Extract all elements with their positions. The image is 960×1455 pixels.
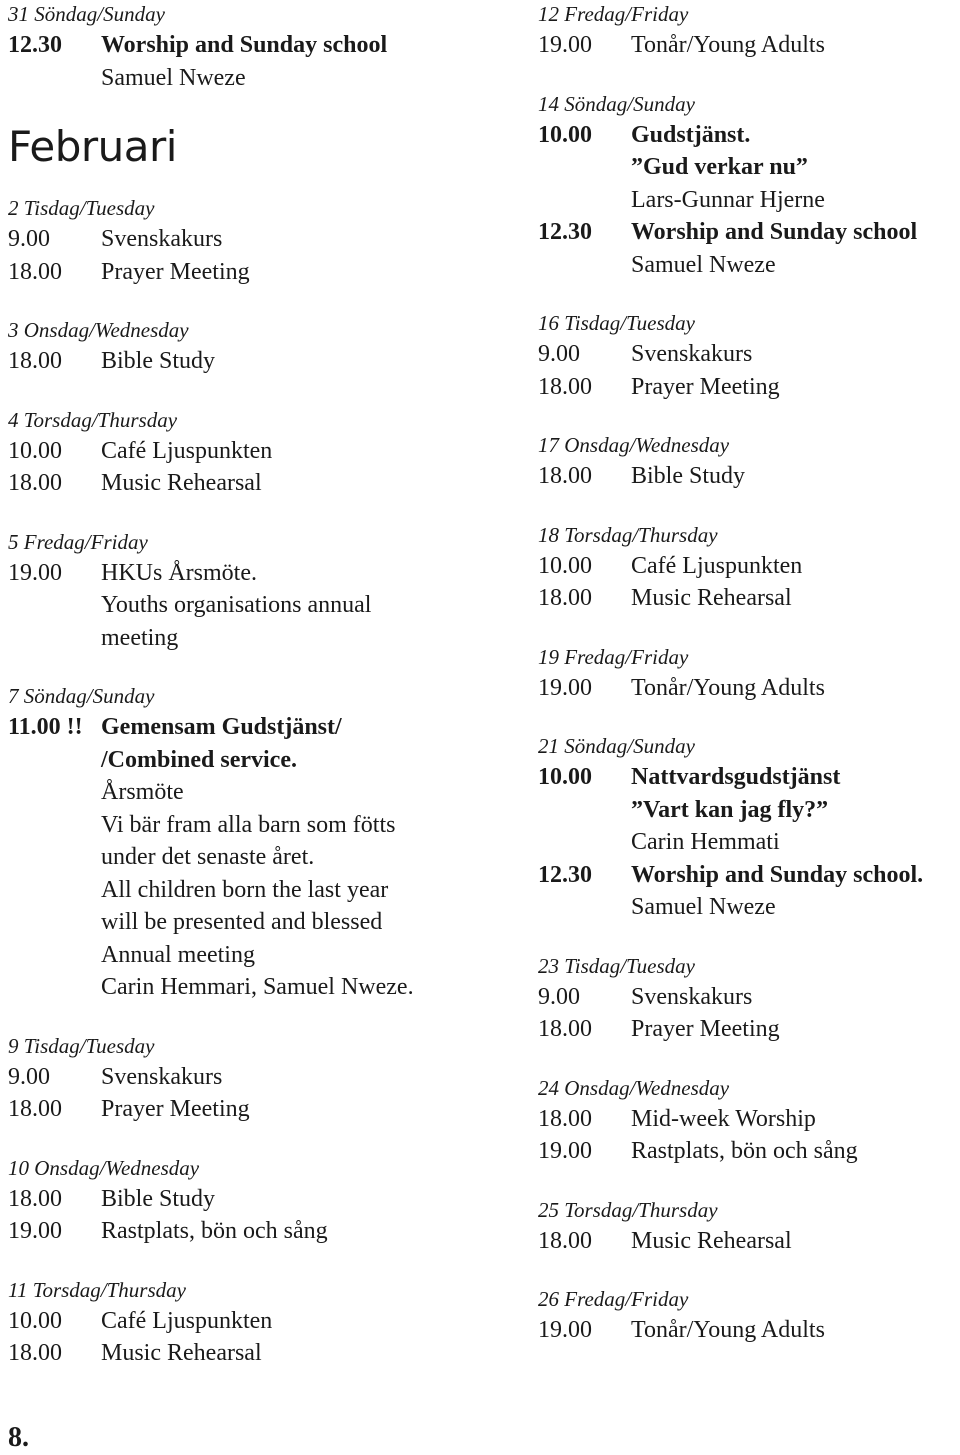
event-description [631,859,960,924]
event-line: Prayer Meeting [101,258,250,285]
event-description [631,672,960,705]
day-block [8,316,520,378]
event-line: Worship and Sunday school [101,32,388,58]
event-note-line: All children born the last year [101,876,389,903]
event-line: Tonår/Young Adults [631,674,825,701]
event-row [538,371,960,404]
event-row [538,1103,960,1136]
event-row [8,435,520,468]
event-description [101,1215,520,1248]
event-line: Prayer Meeting [631,1016,780,1042]
event-time: 19.00 [8,1218,62,1244]
day-block [538,309,960,403]
event-line: Mid-week Worship [631,1105,816,1132]
day-block [8,528,520,655]
event-time: 9.00 [538,983,580,1010]
event-description [101,711,520,1004]
day-label: 10 Onsdag/Wednesday [8,1155,200,1180]
event-line: Café Ljuspunkten [101,1307,273,1334]
event-line: Music Rehearsal [101,470,262,496]
day-label: 9 Tisdag/Tuesday [8,1033,155,1058]
event-time: 18.00 [538,1105,592,1132]
day-label: 3 Onsdag/Wednesday [8,318,189,342]
event-description [631,119,960,217]
event-time: 18.00 [538,1016,592,1042]
event-description [631,1225,960,1258]
event-note-line: will be presented and blessed [101,909,383,935]
event-time: 19.00 [538,32,592,58]
event-row [538,582,960,615]
day-block [8,682,520,1004]
month-title: Februari [8,122,177,171]
event-line: Bible Study [101,348,216,374]
event-line: Music Rehearsal [631,585,792,611]
event-description [101,435,520,468]
day-label: 5 Fredag/Friday [8,529,148,554]
event-description [631,29,960,62]
event-line: ”Vart kan jag fly?” [631,796,829,823]
event-time: 19.00 [8,559,62,586]
event-row [538,1135,960,1168]
event-line: Tonår/Young Adults [631,1317,825,1343]
day-label: 16 Tisdag/Tuesday [538,311,695,335]
event-note-line: Samuel Nweze [101,64,246,91]
event-time: 12.30 [538,219,592,245]
day-label: 18 Torsdag/Thursday [538,522,718,547]
event-time: 18.00 [8,1096,62,1122]
event-line: Café Ljuspunkten [101,437,273,464]
event-time: 18.00 [538,585,592,611]
day-label: 7 Söndag/Sunday [8,684,155,708]
event-row [8,223,520,256]
event-time: 18.00 [8,1185,62,1212]
event-time: 10.00 [538,764,592,790]
event-line: Youths organisations annual [101,592,372,618]
event-row [538,1013,960,1046]
event-row [538,859,960,924]
event-time: 19.00 [538,1138,592,1164]
day-label: 12 Fredag/Friday [538,2,689,26]
day-label: 4 Torsdag/Thursday [8,407,178,432]
event-time: 9.00 [538,341,580,367]
event-time: 18.00 [8,1340,62,1366]
event-description [101,1305,520,1338]
event-line: Rastplats, bön och sång [101,1218,328,1244]
event-time: 18.00 [538,1227,592,1254]
event-row [8,1061,520,1094]
event-line: meeting [101,624,179,651]
event-row [8,256,520,289]
event-time: 9.00 [8,226,50,252]
event-description [631,1135,960,1168]
event-line: ”Gud verkar nu” [631,154,808,180]
event-line: Tonår/Young Adults [631,32,825,58]
event-row [538,981,960,1014]
day-label: 26 Fredag/Friday [538,1287,689,1311]
event-time: 18.00 [8,258,62,285]
event-time: 9.00 [8,1063,50,1090]
day-label: 21 Söndag/Sunday [538,734,695,758]
event-note-line: Vi bär fram alla barn som fötts [101,811,396,838]
event-line: Nattvardsgudstjänst [631,764,841,790]
day-block [538,521,960,615]
event-line: Rastplats, bön och sång [631,1138,858,1164]
event-row [538,460,960,493]
left-column [8,0,520,1398]
event-line: /Combined service. [101,746,297,773]
right-column [538,0,960,1375]
event-description [631,338,960,371]
event-line: Bible Study [631,463,746,489]
event-row [8,29,520,94]
event-row [8,1305,520,1338]
event-line: Svenskakurs [101,1063,223,1090]
event-description [631,371,960,404]
event-time: 10.00 [8,437,62,464]
event-description [631,1314,960,1347]
event-time: 11.00 !! [8,714,83,740]
day-label: 24 Onsdag/Wednesday [538,1075,730,1100]
event-line: Music Rehearsal [101,1340,262,1366]
day-label: 11 Torsdag/Thursday [8,1277,186,1302]
event-row [538,1314,960,1347]
event-row [8,467,520,500]
event-time: 18.00 [538,463,592,489]
event-row [8,1215,520,1248]
day-block-31-sunday [8,0,520,94]
event-description [631,582,960,615]
event-description [101,345,520,378]
event-note-line: Årsmöte [101,779,184,805]
day-block [8,194,520,288]
day-block [8,1276,520,1370]
event-row [8,1337,520,1370]
event-time: 18.00 [8,470,62,496]
day-block [538,0,960,62]
event-time: 18.00 [538,373,592,400]
event-note-line: Carin Hemmati [631,829,780,855]
day-block [538,732,960,924]
event-description [101,467,520,500]
event-line: Music Rehearsal [631,1227,792,1254]
event-line: Svenskakurs [631,983,753,1010]
event-note-line: Samuel Nweze [631,894,776,920]
event-line: HKUs Årsmöte. [101,559,257,586]
event-note-line: Carin Hemmari, Samuel Nweze. [101,974,414,1000]
event-description [631,1103,960,1136]
day-block [8,1032,520,1126]
event-description [101,557,520,655]
event-description [101,1183,520,1216]
event-description [101,1061,520,1094]
event-description [101,256,520,289]
event-line: Worship and Sunday school [631,219,918,245]
event-row [538,1225,960,1258]
event-row [538,761,960,859]
day-label: 31 Söndag/Sunday [8,2,165,26]
day-label: 23 Tisdag/Tuesday [538,953,695,978]
event-line: Prayer Meeting [631,373,780,400]
event-line: Gemensam Gudstjänst/ [101,714,342,740]
event-note-line: Samuel Nweze [631,251,776,278]
event-note-line: under det senaste året. [101,844,315,870]
event-note-line: Annual meeting [101,941,255,968]
event-time: 10.00 [538,552,592,579]
event-line: Gudstjänst. [631,121,751,148]
event-description [631,460,960,493]
day-label: 2 Tisdag/Tuesday [8,196,155,220]
event-line: Prayer Meeting [101,1096,250,1122]
event-note-line: Lars-Gunnar Hjerne [631,186,825,213]
event-time: 12.30 [538,861,592,888]
event-description [101,29,520,94]
day-label: 19 Fredag/Friday [538,644,689,669]
event-row [538,338,960,371]
event-row [538,216,960,281]
event-row [538,550,960,583]
event-line: Svenskakurs [631,341,753,367]
day-label: 25 Torsdag/Thursday [538,1197,718,1222]
page-number: 8. [8,1422,29,1453]
right-schedule [538,0,960,1347]
event-row [8,1093,520,1126]
day-block [538,1074,960,1168]
day-block [538,431,960,493]
event-time: 18.00 [8,348,62,374]
event-row [8,1183,520,1216]
day-block [538,952,960,1046]
event-row [538,119,960,217]
day-block [8,1154,520,1248]
day-block [538,90,960,282]
event-description [101,223,520,256]
event-description [631,550,960,583]
event-description [101,1093,520,1126]
event-description [631,761,960,859]
event-row [538,672,960,705]
event-row [538,29,960,62]
event-description [631,216,960,281]
event-row [8,711,520,1004]
event-time: 10.00 [8,1307,62,1334]
event-description [631,981,960,1014]
day-label: 17 Onsdag/Wednesday [538,433,730,457]
day-block [538,1196,960,1258]
event-row [8,345,520,378]
event-row [8,557,520,655]
event-line: Worship and Sunday school. [631,861,924,888]
day-block [538,643,960,705]
event-time: 10.00 [538,121,592,148]
event-description [101,1337,520,1370]
left-schedule [8,194,520,1370]
event-time: 19.00 [538,674,592,701]
event-line: Café Ljuspunkten [631,552,803,579]
event-time: 19.00 [538,1317,592,1343]
event-time: 12.30 [8,32,62,58]
day-block [538,1285,960,1347]
event-line: Bible Study [101,1185,216,1212]
day-label: 14 Söndag/Sunday [538,91,695,116]
event-description [631,1013,960,1046]
day-block [8,406,520,500]
event-line: Svenskakurs [101,226,223,252]
